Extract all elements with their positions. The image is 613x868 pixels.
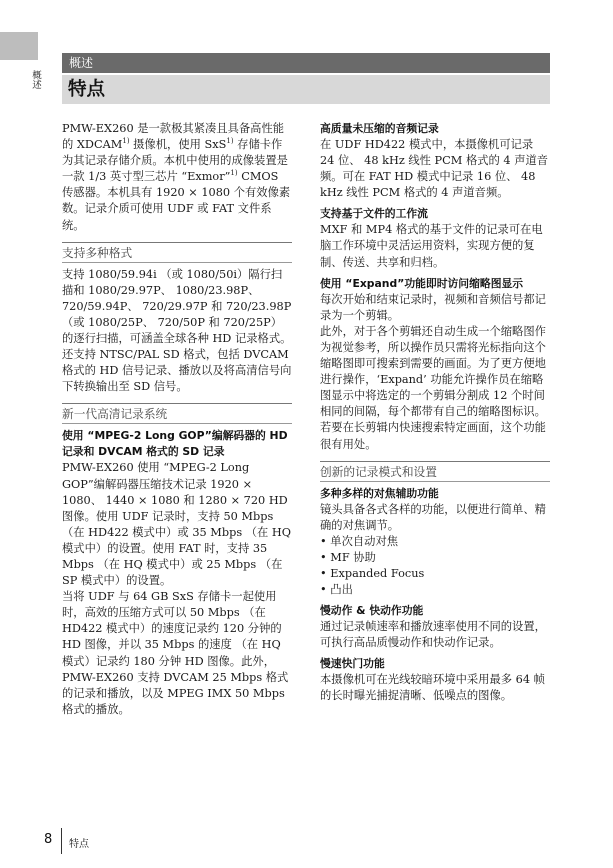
footer-divider <box>61 828 62 854</box>
page-title: 特点 <box>62 75 550 104</box>
list-item: • Expanded Focus <box>320 566 550 582</box>
list-item: • MF 协助 <box>320 550 550 566</box>
slow-shutter-heading: 慢速快门功能 <box>320 657 385 671</box>
side-tab-marker <box>0 32 38 60</box>
file-workflow-heading: 支持基于文件的工作流 <box>320 207 428 221</box>
slow-shutter-paragraph: 本摄像机可在光线较暗环境中采用最多 64 帧的长时曝光捕捉清晰、低噪点的图像。 <box>320 673 545 703</box>
subsection-formats-title: 支持多种格式 <box>62 242 292 263</box>
focus-paragraph: 镜头具备各式各样的功能，以便进行简单、精确的对焦调节。 <box>320 502 546 532</box>
slow-quick-paragraph: 通过记录帧速率和播放速率使用不同的设置，可执行高品质慢动作和快动作记录。 <box>320 620 546 650</box>
expand-heading: 使用 “Expand”功能即时访问缩略图显示 <box>320 276 524 290</box>
footer-title: 特点 <box>69 839 89 850</box>
list-item: • 单次自动对焦 <box>320 534 550 550</box>
right-column <box>320 121 550 705</box>
section-header: 概述 <box>62 53 550 73</box>
page-number: 8 <box>44 832 53 847</box>
audio-heading: 高质量未压缩的音频记录 <box>320 122 439 135</box>
side-section-label: 概述 <box>30 70 41 89</box>
formats-paragraph: 支持 1080/59.94i （或 1080/50i）隔行扫描和 1080/29.97P、 1080/23.98P、 720/59.94P、 720/29.97P 和 720/23.98P （或 1080/25P、 720/50P 和 720/25P）的逐行扫描，可涵盖全球各种 HD 记录格式。还支持 NTSC/PAL SD 格式，包括 DVCAM 格式的 HD 信号记录、播放以及将高清信号向下转换输出至 SD 信号。 <box>62 267 292 394</box>
focus-heading: 多种多样的对焦辅助功能 <box>320 486 439 500</box>
udf-sxs-paragraph: 当将 UDF 与 64 GB SxS 存储卡一起使用时，高效的压缩方式可以 50 Mbps （在 HD422 模式中）的速度记录约 120 分钟的 HD 图像，并以 35 Mbps 的速度 （在 HQ 模式）记录约 180 分钟 HD 图像。此外， PMW-EX260 支持 DVCAM 25 Mbps 格式的记录和播放，以及 MPEG IMX 50 Mbps 格式的播放。 <box>62 590 289 716</box>
expand-paragraph-1: 每次开始和结束记录时，视频和音频信号都记录为一个剪辑。 <box>320 292 546 322</box>
file-workflow-paragraph: MXF 和 MP4 格式的基于文件的记录可在电脑工作环境中灵活运用资料，实现方便的复制、传送、共享和归档。 <box>320 223 543 269</box>
expand-paragraph-2: 此外，对于各个剪辑还自动生成一个缩略图作为视觉参考，所以操作员只需将光标指向这个缩略图即可搜索到需要的画面。为了更方便地进行操作，‘Expand’ 功能允许操作员在缩略图显示中将选定的一个剪辑分割成 12 个时间相同的间隔，每个都带有自己的缩略图标识。若要在长剪辑内快速搜索特定画面，这个功能很有用处。 <box>320 324 546 451</box>
subsection-recording-system-title: 新一代高清记录系统 <box>62 403 292 424</box>
focus-list <box>320 534 550 598</box>
mpeg2-heading: 使用 “MPEG-2 Long GOP”编解码器的 HD 记录和 DVCAM 格式的 SD 记录 <box>62 429 288 459</box>
list-item: • 凸出 <box>320 582 550 598</box>
audio-paragraph: 在 UDF HD422 模式中，本摄像机可记录 24 位、 48 kHz 线性 PCM 格式的 4 声道音频。可在 FAT HD 模式中记录 16 位、 48 kHz 线性 PCM 格式的 4 声道音频。 <box>320 138 549 200</box>
intro-paragraph: PMW-EX260 是一款极其紧凑且具备高性能的 XDCAM$^{1)}$ 摄像机，使用 SxS$^{1)}$ 存储卡作为其记录存储介质。本机中使用的成像装置是一款 1/3 英寸型三芯片 “Exmor”$^{1)}$ CMOS 传感器。本机具有 1920 × 1080 个有效像素数。记录介质可使用 UDF 或 FAT 文件系统。 <box>62 122 291 232</box>
subsection-recording-modes-title: 创新的记录模式和设置 <box>320 461 550 482</box>
slow-quick-heading: 慢动作 & 快动作功能 <box>320 604 424 618</box>
left-column <box>62 121 292 718</box>
mpeg2-paragraph: PMW-EX260 使用 “MPEG-2 Long GOP”编解码器压缩技术记录 1920 × 1080、 1440 × 1080 和 1280 × 720 HD 图像。使用 UDF 记录时，支持 50 Mbps （在 HD422 模式中）或 35 Mbps （在 HQ 模式中）的设置。使用 FAT 时，支持 35 Mbps （在 HQ 模式中）或 25 Mbps （在 SP 模式中）的设置。 <box>62 461 292 588</box>
